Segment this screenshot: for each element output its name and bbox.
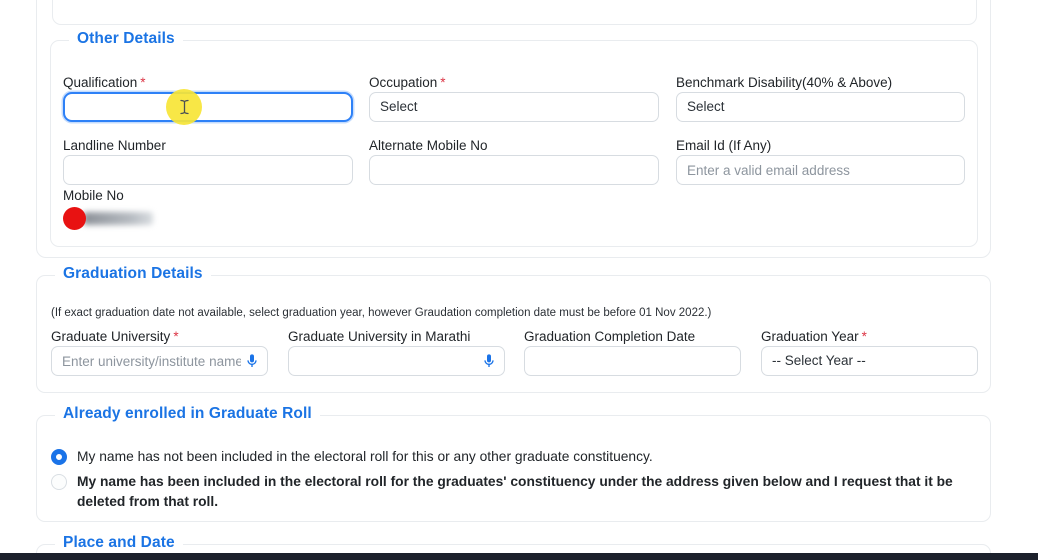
graduate-university-input[interactable] [51,346,268,376]
graduate-university-marathi-label: Graduate University in Marathi [288,329,471,344]
other-details-section [50,30,978,247]
radio-included-label[interactable]: My name has been included in the electoral roll for the graduates' constituency under the address given below and I request that it be deleted from that roll. [77,474,953,509]
microphone-icon[interactable] [244,352,260,370]
graduation-year-label: Graduation Year * [761,329,867,344]
mobile-blurred-number [83,212,153,225]
graduation-year-select[interactable]: -- Select Year -- [761,346,978,376]
required-asterisk: * [173,329,179,344]
mobile-label: Mobile No [63,188,124,203]
radio-not-included[interactable] [51,449,67,465]
bottom-window-edge [0,553,1038,560]
graduation-note: (If exact graduation date not available, select graduation year, however Graudation completion date must be before 01 Nov 2022.) [51,307,712,319]
other-details-title: Other Details [69,30,183,48]
alternate-mobile-label: Alternate Mobile No [369,138,488,153]
mobile-redaction-dot [63,207,86,230]
landline-input[interactable] [63,155,353,185]
required-asterisk: * [861,329,867,344]
benchmark-disability-label: Benchmark Disability(40% & Above) [676,75,893,90]
alternate-mobile-input[interactable] [369,155,659,185]
required-asterisk: * [440,75,446,90]
email-label: Email Id (If Any) [676,138,772,153]
enrollment-section [36,405,991,522]
graduate-university-marathi-input[interactable] [288,346,505,376]
enrollment-title: Already enrolled in Graduate Roll [55,405,320,423]
landline-label: Landline Number [63,138,166,153]
benchmark-disability-select[interactable]: Select [676,92,965,122]
qualification-input[interactable] [63,92,353,122]
graduation-details-section [36,265,991,393]
completion-date-input[interactable] [524,346,741,376]
radio-included[interactable] [51,474,67,490]
graduate-university-label: Graduate University * [51,329,179,344]
place-and-date-title: Place and Date [55,534,183,552]
completion-date-label: Graduation Completion Date [524,329,696,344]
previous-section-box [52,0,977,25]
radio-not-included-label[interactable]: My name has not been included in the electoral roll for this or any other graduate constituency. [77,449,653,464]
graduation-details-title: Graduation Details [55,265,211,283]
occupation-label: Occupation * [369,75,446,90]
qualification-label: Qualification * [63,75,146,90]
required-asterisk: * [140,75,146,90]
occupation-select[interactable]: Select [369,92,659,122]
microphone-icon[interactable] [481,352,497,370]
email-input[interactable] [676,155,965,185]
